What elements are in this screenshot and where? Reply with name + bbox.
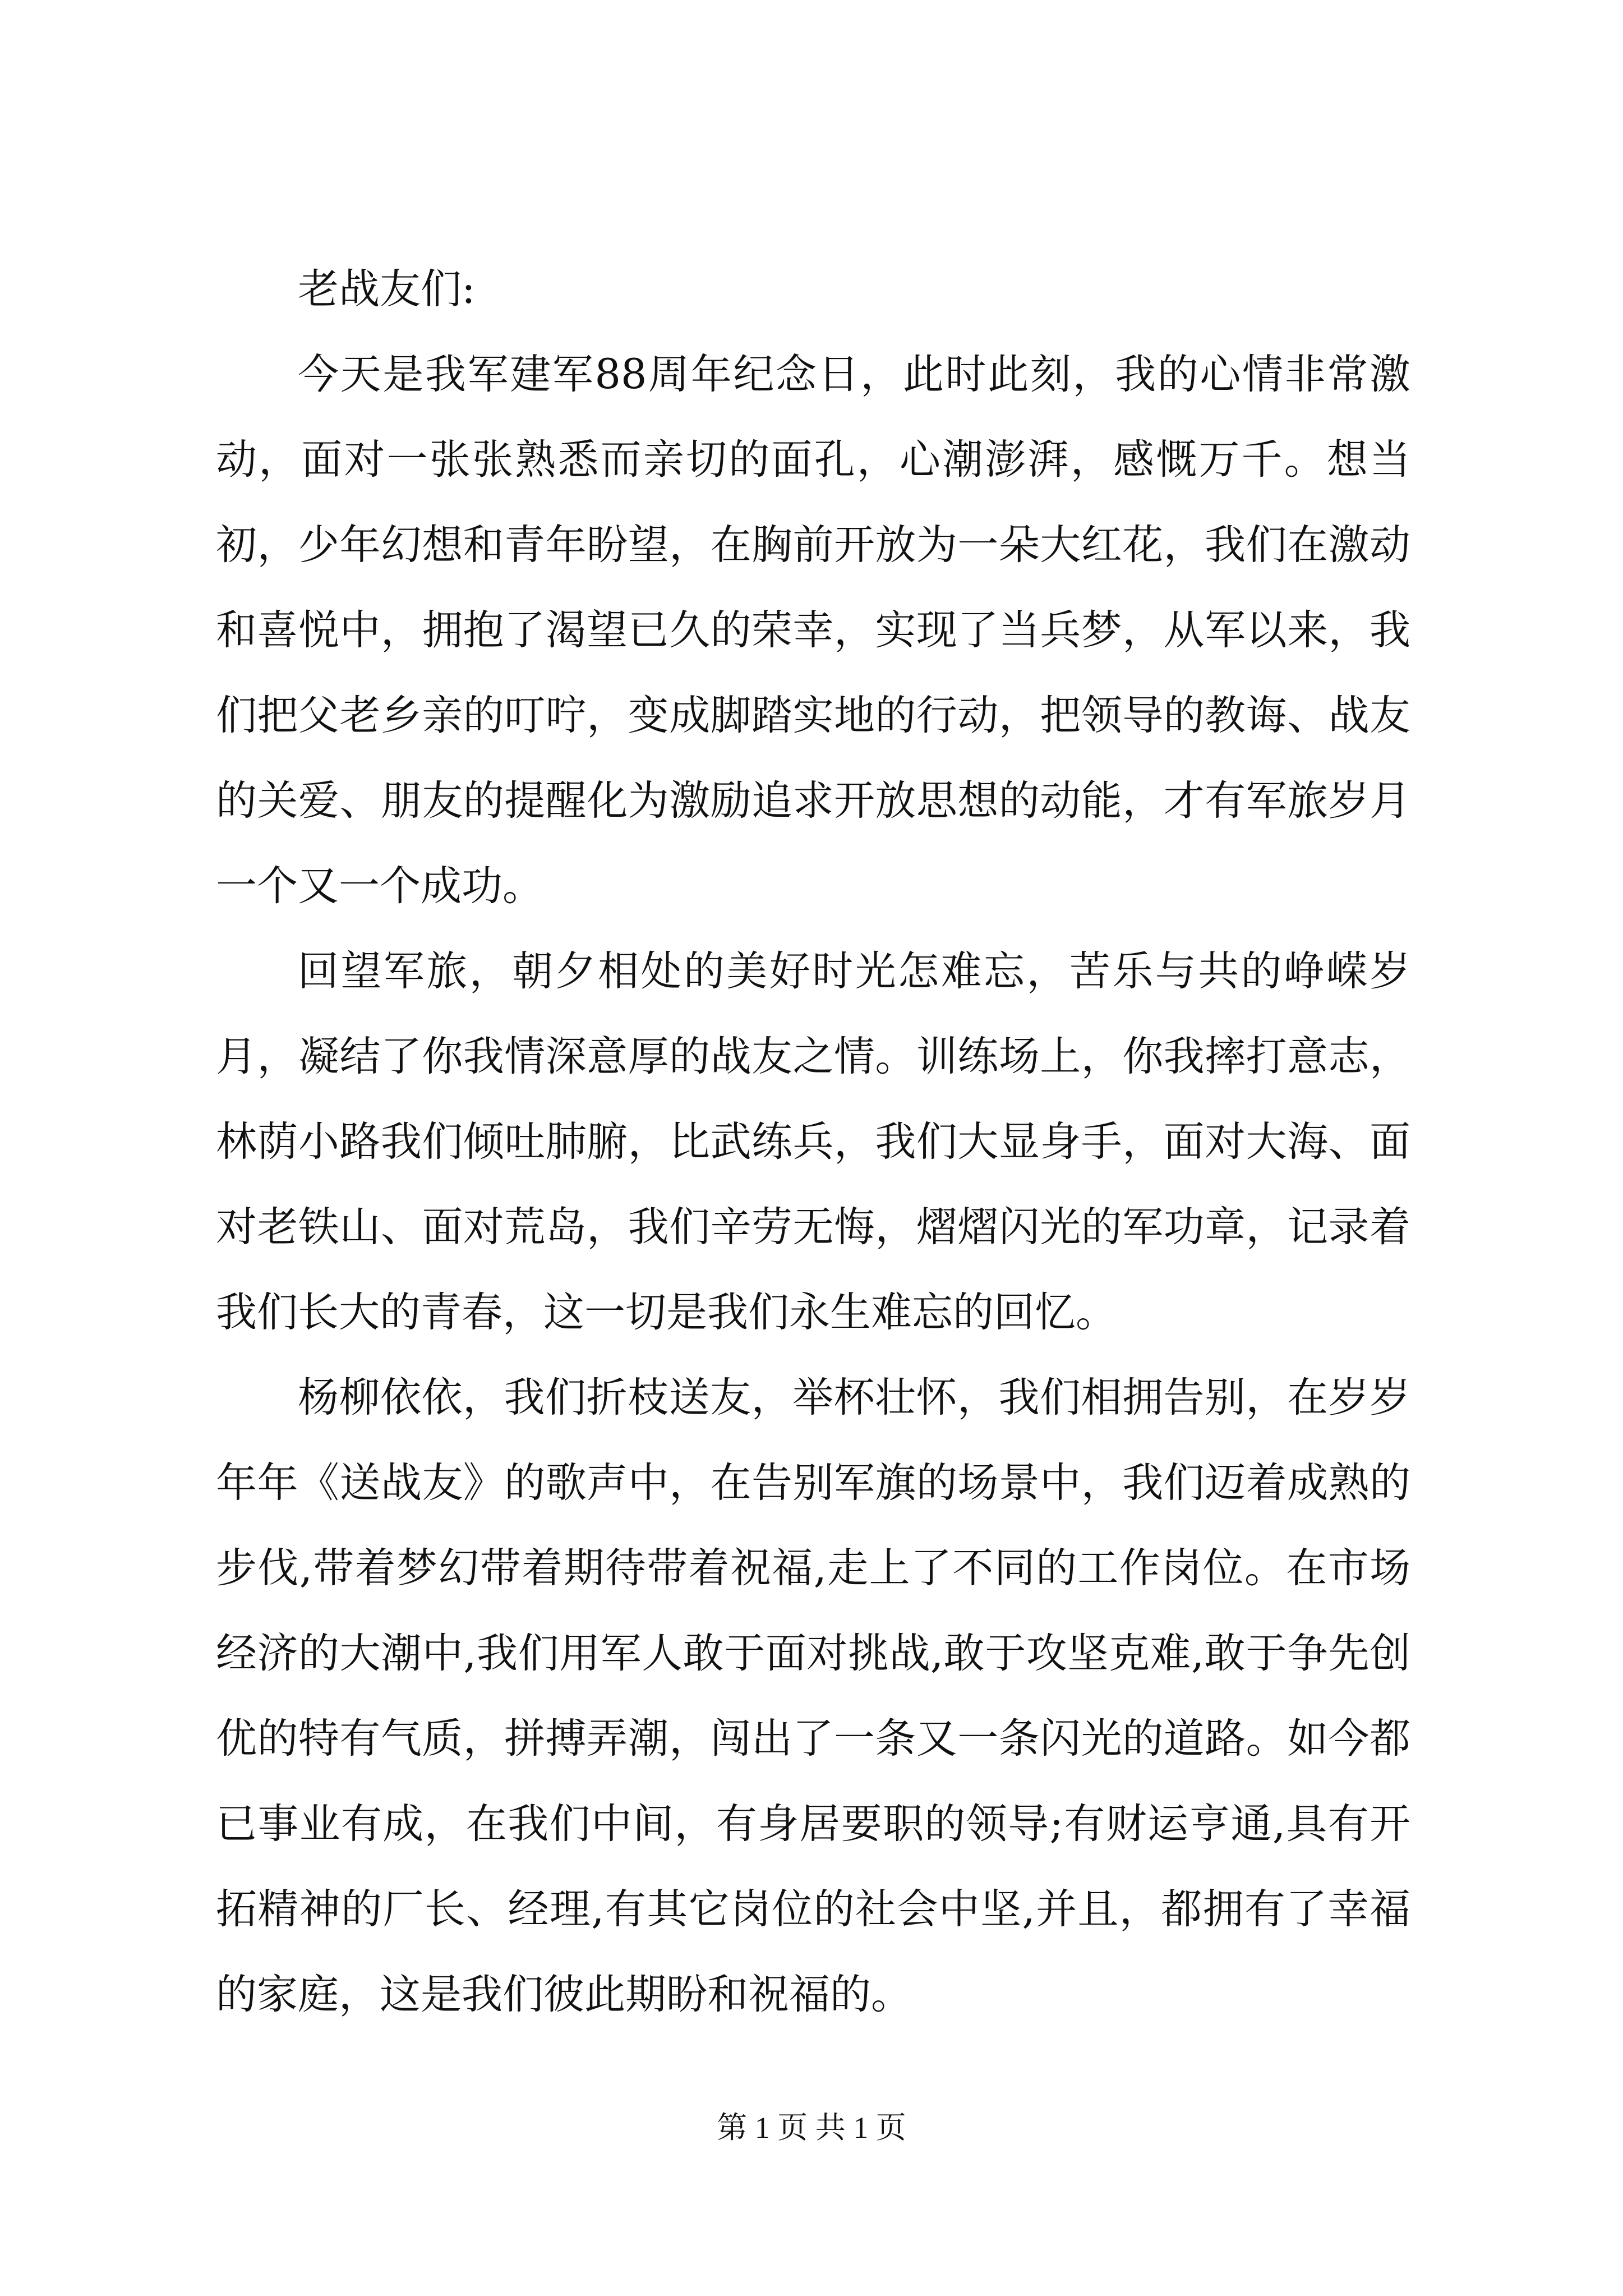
page-footer: 第 1 页 共 1 页 [717,2111,906,2145]
paragraph-3: 杨柳依依，我们折枝送友，举杯壮怀，我们相拥告别，在岁岁年年《送战友》的歌声中，在告别军旗的场景中，我们迈着成熟的步伐,带着梦幻带着期待带着祝福,走上了不同的工作岗位。在市场经济的大潮中,我们用军人敢于面对挑战,敢于攻坚克难,敢于争先创优的特有气质，拼搏弄潮，闯出了一条又一条闪光的道路。如今都已事业有成，在我们中间，有身居要职的领导;有财运亨通,具有开拓精神的厂长、经理,有其它岗位的社会中坚,并且，都拥有了幸福的家庭，这是我们彼此期盼和祝福的。 [216,1374,1410,2018]
salutation: 老战友们: [298,265,476,313]
document-body [216,247,1410,2037]
paragraph-2: 回望军旅，朝夕相处的美好时光怎难忘，苦乐与共的峥嵘岁月，凝结了你我情深意厚的战友之情。训练场上，你我摔打意志，林荫小路我们倾吐肺腑，比武练兵，我们大显身手，面对大海、面对老铁山、面对荒岛，我们辛劳无悔，熠熠闪光的军功章，记录着我们长大的青春，这一切是我们永生难忘的回忆。 [216,947,1410,1336]
paragraph-1: 今天是我军建军88周年纪念日，此时此刻，我的心情非常激动，面对一张张熟悉而亲切的面孔，心潮澎湃，感慨万千。想当初，少年幻想和青年盼望，在胸前开放为一朵大红花，我们在激动和喜悦中，拥抱了渴望已久的荣幸，实现了当兵梦，从军以来，我们把父老乡亲的叮咛，变成脚踏实地的行动，把领导的教诲、战友的关爱、朋友的提醒化为激励追求开放思想的动能，才有军旅岁月一个又一个成功。 [216,351,1410,910]
